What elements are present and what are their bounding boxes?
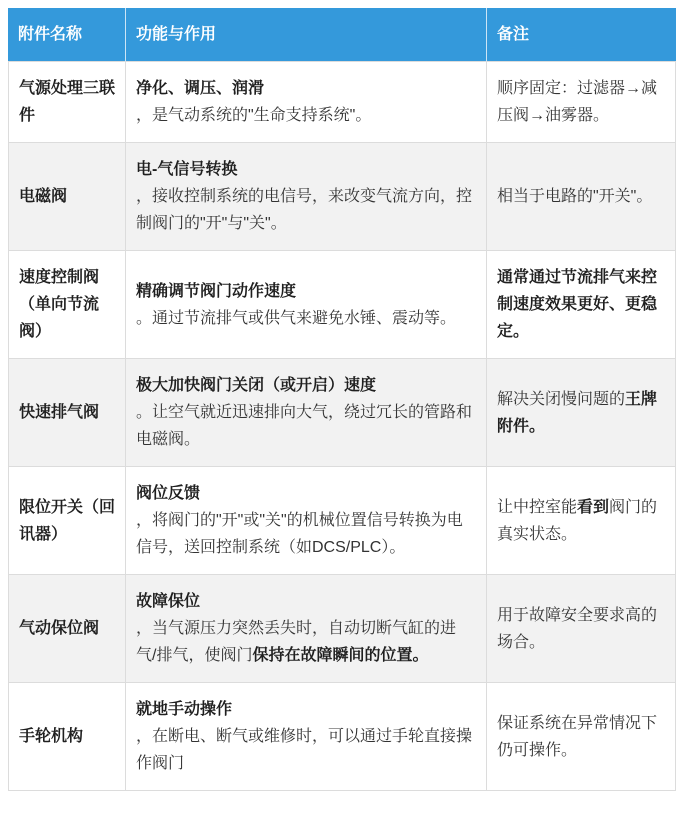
text: ，在断电、断气或维修时，可以通过手轮直接操作阀门 [136,728,473,772]
accessory-name-cell: 气源处理三联件 [8,62,125,143]
header-note: 备注 [486,8,676,62]
text: 顺序固定：过滤器→减压阀→油雾器。 [497,80,658,124]
note-cell [486,251,676,359]
note-cell [486,143,676,251]
bold-text: 通常通过节流排气来控制速度效果更好、更稳定。 [497,269,658,340]
bold-text: 阀位反馈 [136,485,201,502]
function-cell [125,467,486,575]
note-cell [486,683,676,791]
table-row [8,251,676,359]
text: 用于故障安全要求高的场合。 [497,606,658,651]
function-cell [125,575,486,683]
bold-text: 看到 [577,498,610,516]
bold-text: 王牌附件。 [497,390,658,435]
accessory-name-cell: 快速排气阀 [8,359,125,467]
note-cell [486,467,676,575]
note-cell [486,575,676,683]
accessory-name-cell: 速度控制阀（单向节流阀） [8,251,125,359]
text: 保证系统在异常情况下仍可操作。 [497,714,658,759]
text: 让中控室能 [497,498,578,516]
bold-text: 精确调节阀门动作速度 [136,282,297,300]
function-cell [125,251,486,359]
bold-text: 极大加快阀门关闭（或开启）速度 [136,377,377,394]
bold-text: 净化、调压、润滑 [136,80,265,97]
text: 。通过节流排气或供气来避免水锤、震动等。 [136,309,457,327]
valve-accessories-table [8,8,676,791]
accessory-name-cell: 气动保位阀 [8,575,125,683]
table-row [8,683,676,791]
text: ，接收控制系统的电信号，来改变气流方向，控制阀门的"开"与"关"。 [136,188,473,232]
table-row [8,62,676,143]
accessory-name-cell: 电磁阀 [8,143,125,251]
function-cell [125,359,486,467]
table-row [8,359,676,467]
function-cell [125,62,486,143]
bold-text: 故障保位 [136,593,201,610]
function-cell [125,683,486,791]
table-row [8,143,676,251]
text: 相当于电路的"开关"。 [497,188,653,205]
text: 解决关闭慢问题的 [497,390,626,408]
header-function: 功能与作用 [125,8,486,62]
bold-text: 电-气信号转换 [136,161,238,178]
text: ，是气动系统的"生命支持系统"。 [136,107,372,124]
note-cell [486,359,676,467]
header-row [8,8,676,62]
table-row [8,575,676,683]
bold-text: 保持在故障瞬间的位置。 [252,647,429,664]
text: ，将阀门的"开"或"关"的机械位置信号转换为电信号，送回控制系统（如DCS/PLC）。 [136,512,463,556]
table-header [8,8,676,62]
table-body [8,62,676,791]
text: ，当气源压力突然丢失时，自动切断气缸的进气/排气，使阀门 [136,620,457,664]
note-cell [486,62,676,143]
accessory-name-cell: 限位开关（回讯器） [8,467,125,575]
header-accessory-name: 附件名称 [8,8,125,62]
text: 阀门的真实状态。 [497,498,658,543]
text: 。让空气就近迅速排向大气，绕过冗长的管路和电磁阀。 [136,404,473,448]
table-row [8,467,676,575]
accessory-name-cell: 手轮机构 [8,683,125,791]
function-cell [125,143,486,251]
bold-text: 就地手动操作 [136,701,233,718]
